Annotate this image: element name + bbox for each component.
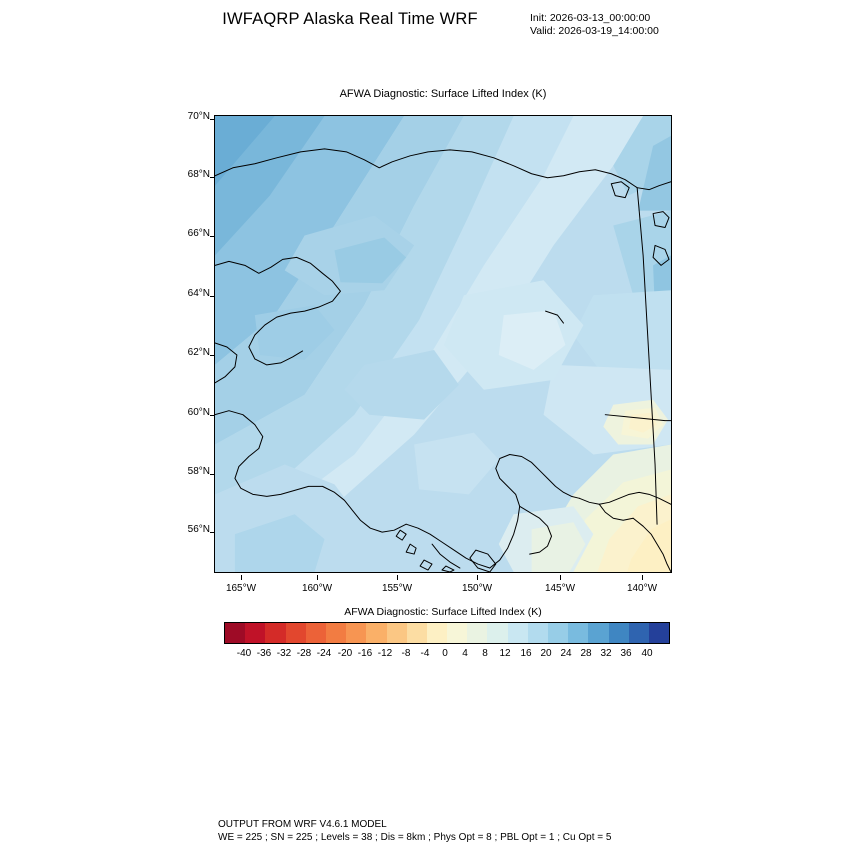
colorbar-swatch [588,623,608,643]
colorbar-tick: -32 [276,648,292,659]
y-tick-mark [210,355,215,356]
valid-time: Valid: 2026-03-19_14:00:00 [530,25,659,37]
colorbar-tick: 32 [600,648,612,659]
colorbar-tick-labels [224,648,670,664]
colorbar-swatch [306,623,326,643]
x-tick-label: 140°W [626,583,658,594]
colorbar-swatch [366,623,386,643]
colorbar-swatch [649,623,669,643]
colorbar-swatch [427,623,447,643]
colorbar-tick: 20 [540,648,552,659]
footer-line-2: WE = 225 ; SN = 225 ; Levels = 38 ; Dis = 8km ; Phys Opt = 8 ; PBL Opt = 1 ; Cu Opt = 5 [218,832,612,843]
y-tick-mark [210,474,215,475]
colorbar-tick: -12 [377,648,393,659]
colorbar-title: AFWA Diagnostic: Surface Lifted Index (K) [344,606,542,618]
colorbar-swatch [265,623,285,643]
colorbar-tick: 36 [620,648,632,659]
x-tick-mark [397,575,398,580]
colorbar-tick: -40 [236,648,252,659]
colorbar-swatch [286,623,306,643]
y-tick-label: 66°N [187,228,210,239]
colorbar-tick: 16 [520,648,532,659]
y-tick-mark [210,532,215,533]
colorbar-tick: -20 [337,648,353,659]
x-tick-mark [477,575,478,580]
colorbar-tick: 12 [499,648,511,659]
colorbar-swatch [387,623,407,643]
colorbar-swatch [528,623,548,643]
y-tick-mark [210,296,215,297]
colorbar-tick: -28 [296,648,312,659]
colorbar-swatch [346,623,366,643]
x-tick-label: 160°W [301,583,333,594]
colorbar-tick: -36 [256,648,272,659]
colorbar-swatch [609,623,629,643]
x-tick-mark [642,575,643,580]
colorbar-swatch [467,623,487,643]
colorbar-tick: -16 [357,648,373,659]
lifted-index-field [215,116,671,572]
colorbar-swatch [487,623,507,643]
y-tick-mark [210,236,215,237]
init-time: Init: 2026-03-13_00:00:00 [530,12,651,24]
colorbar-tick: 0 [442,648,448,659]
latitude-axis [144,111,210,573]
colorbar-tick: 4 [462,648,468,659]
x-tick-label: 155°W [381,583,413,594]
x-tick-label: 145°W [544,583,576,594]
x-tick-mark [317,575,318,580]
x-tick-label: 150°W [461,583,493,594]
colorbar-tick: -4 [420,648,430,659]
y-tick-label: 68°N [187,169,210,180]
colorbar-swatch [508,623,528,643]
x-tick-mark [560,575,561,580]
y-tick-mark [210,415,215,416]
colorbar-swatch [629,623,649,643]
y-tick-mark [210,119,215,120]
colorbar-swatch [548,623,568,643]
colorbar-tick: 28 [580,648,592,659]
footer-line-1: OUTPUT FROM WRF V4.6.1 MODEL [218,819,387,830]
y-tick-label: 70°N [187,111,210,122]
colorbar [224,622,670,644]
x-tick-label: 165°W [225,583,257,594]
colorbar-swatch [447,623,467,643]
plot-title: AFWA Diagnostic: Surface Lifted Index (K) [339,88,547,100]
colorbar-swatch [407,623,427,643]
colorbar-tick: 24 [560,648,572,659]
colorbar-tick: 40 [641,648,653,659]
y-tick-label: 62°N [187,347,210,358]
model-output-footer [218,818,611,844]
y-tick-label: 58°N [187,466,210,477]
longitude-axis [214,575,672,605]
y-tick-label: 56°N [187,524,210,535]
colorbar-tick: -24 [316,648,332,659]
colorbar-swatch [225,623,245,643]
colorbar-swatch [326,623,346,643]
colorbar-swatch [245,623,265,643]
y-tick-label: 64°N [187,288,210,299]
colorbar-tick: -8 [401,648,411,659]
init-valid-block [530,12,659,38]
map-plot-area [214,115,672,573]
colorbar-swatch [568,623,588,643]
colorbar-tick: 8 [482,648,488,659]
y-tick-label: 60°N [187,407,210,418]
y-tick-mark [210,177,215,178]
x-tick-mark [241,575,242,580]
page-title: IWFAQRP Alaska Real Time WRF [222,10,478,28]
